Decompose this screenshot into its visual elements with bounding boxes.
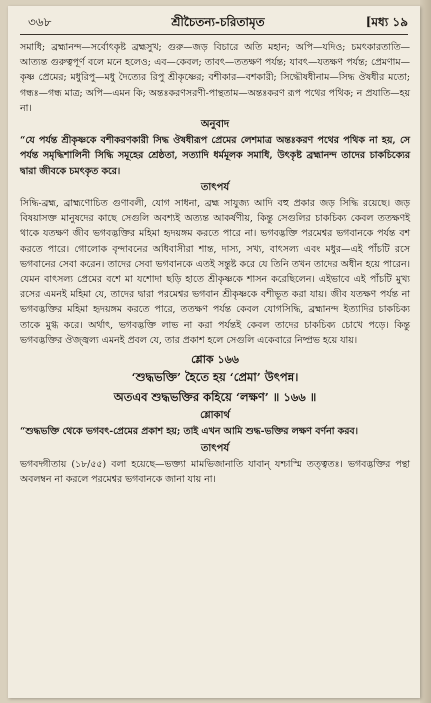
page-header	[28, 14, 408, 32]
chapter-label: [মধ্য ১৯	[365, 15, 408, 29]
translation-paragraph: “যে পর্যন্ত শ্রীকৃষ্ণকে বশীকরণকারী সিদ্ধ ঔষধীরূপ প্রেমের লেশমাত্র অন্তঃকরণ পথের পথিক না হয়, সে পর্যন্ত সমৃদ্ধিশালিনী সিদ্ধি সমূহের শ্রেষ্ঠতা, সত্যাদি ধর্মমূলক সমাধি, উৎকৃষ্ট ব্রহ্মানন্দ তাদের চাকচিক্যের দ্বারা জীবকে চমৎকৃত করে।	[20, 135, 410, 177]
purport-paragraph: সিদ্ধি-ব্রহ্ম, ব্রাহ্মণোচিত গুণাবলী, যোগ সাধনা, ব্রহ্ম সাযুজ্য আদি বহু প্রকার জড় সিদ্ধি রয়েছে। জড় বিষয়াসক্ত মানুষদের কাছে সেগুলি অবশ্যই অত্যন্ত আকর্ষণীয়, কিন্তু সেগুলির চাকচিক্য কেবল ততক্ষণই থাকে যতক্ষণ জীব ভগবদ্ভক্তির মহিমা হৃদয়ঙ্গম করতে পারে না। ভগবদ্ভক্তি পরমেশ্বর ভগবানকে পর্যন্ত বশ করতে পারে। গোলোক বৃন্দাবনের অধিবাসীরা শান্ত, দাস্য, সখ্য, বাৎসল্য এবং মধুর—এই পাঁচটি রসে ভগবানের সেবা করেন। তাদের সেবা ভগবানকে এতই সন্তুষ্ট করে যে তিনি তখন তাদের অধীন হয়ে পারেন। যেমন বাৎসল্য প্রেমের বশে মা যশোদা ছড়ি হাতে শ্রীকৃষ্ণকে শাসন করেছিলেন। এইভাবে এই পাঁচটি মুখ্য রসের এমনই মহিমা যে, তাদের দ্বারা পরমেশ্বর ভগবান শ্রীকৃষ্ণকে বশীভূত করা যায়। জীব যতক্ষণ পর্যন্ত না ভগবদ্ভক্তির মহিমা হৃদয়ঙ্গম করতে পারে, ততক্ষণ পর্যন্ত কেবল যোগসিদ্ধি, ব্রহ্মানন্দ ইত্যাদির চাকচিক্য তাকে মুগ্ধ করে। অর্থাৎ, ভগবদ্ভক্তি লাভ না করা পর্যন্তই কেবল তাদের চাকচিক্য চোখে পড়ে। কিন্তু ভগবদ্ভক্তির ঔজ্জ্বল্য এমনই প্রবল যে, তার প্রকাশ হলে সেগুলি একেবারে নিষ্প্রভ হয়ে যায়।	[20, 198, 410, 346]
word-meaning-heading: শ্লোকার্থ	[200, 410, 230, 422]
running-title: শ্রীচৈতন্য-চরিতামৃত	[171, 15, 265, 29]
page-body	[20, 40, 410, 692]
book-page	[8, 6, 420, 698]
purport2-heading: তাৎপর্য	[200, 442, 230, 454]
word-meaning-paragraph: “শুদ্ধভক্তি থেকে ভগবৎ-প্রেমের প্রকাশ হয়; তাই এখন আমি শুদ্ধ-ভক্তির লক্ষণ বর্ণনা করব।	[20, 426, 358, 438]
translation-heading: অনুবাদ	[200, 119, 230, 131]
header-rule	[20, 34, 408, 35]
synonyms-paragraph: সমাধি; ব্রহ্মানন্দ—সর্বোৎকৃষ্ট ব্রহ্মসুখ; গুরু—জড় বিচারে অতি মহান; অপি—যদিও; চমৎকারতাতি—আত্যন্ত গুরুত্বপূর্ণ বলে মনে হলেও; এব—কেবল; তাবৎ—ততক্ষণ পর্যন্ত; যাবৎ—যতক্ষণ পর্যন্ত; প্রেমণাম—কৃষ্ণ প্রেমের; মধুরিপু—মধু দৈত্যের রিপু শ্রীকৃষ্ণের; বশীকার—বশকারী; সিদ্ধৌষধীনাম—সিদ্ধ ঔষধীর মতো; গন্ধঃ—গন্ধ মাত্র; অপি—এমন কি; অন্তঃকরণসরণী-পান্থতাম—অন্তঃকরণ রূপ পথের পথিক; ন প্রযাতি—হয় না।	[20, 42, 410, 114]
verse-line: ‘শুদ্ধভক্তি’ হৈতে হয় ‘প্রেমা’ উৎপন্ন।	[131, 370, 299, 385]
purport2-paragraph: ভগবদ্গীতায় (১৮/৫৫) বলা হয়েছে—ভক্ত্যা মামভিজানাতি যাবান্ যশ্চাস্মি তত্ত্বতঃ। ভগবদ্ভক্তির পন্থা অবলম্বন না করলে পরমেশ্বর ভগবানকে জানা যায় না।	[20, 458, 410, 486]
book-spine-shadow	[420, 0, 431, 703]
verse-line: অতএব শুদ্ধভক্তির কহিয়ে ‘লক্ষণ’ ॥ ১৬৬ ॥	[113, 390, 317, 405]
page-number: ৩৬৮	[28, 15, 52, 29]
verse-number: শ্লোক ১৬৬	[191, 353, 239, 367]
verse-text	[20, 367, 410, 407]
purport-heading: তাৎপর্য	[200, 181, 230, 193]
